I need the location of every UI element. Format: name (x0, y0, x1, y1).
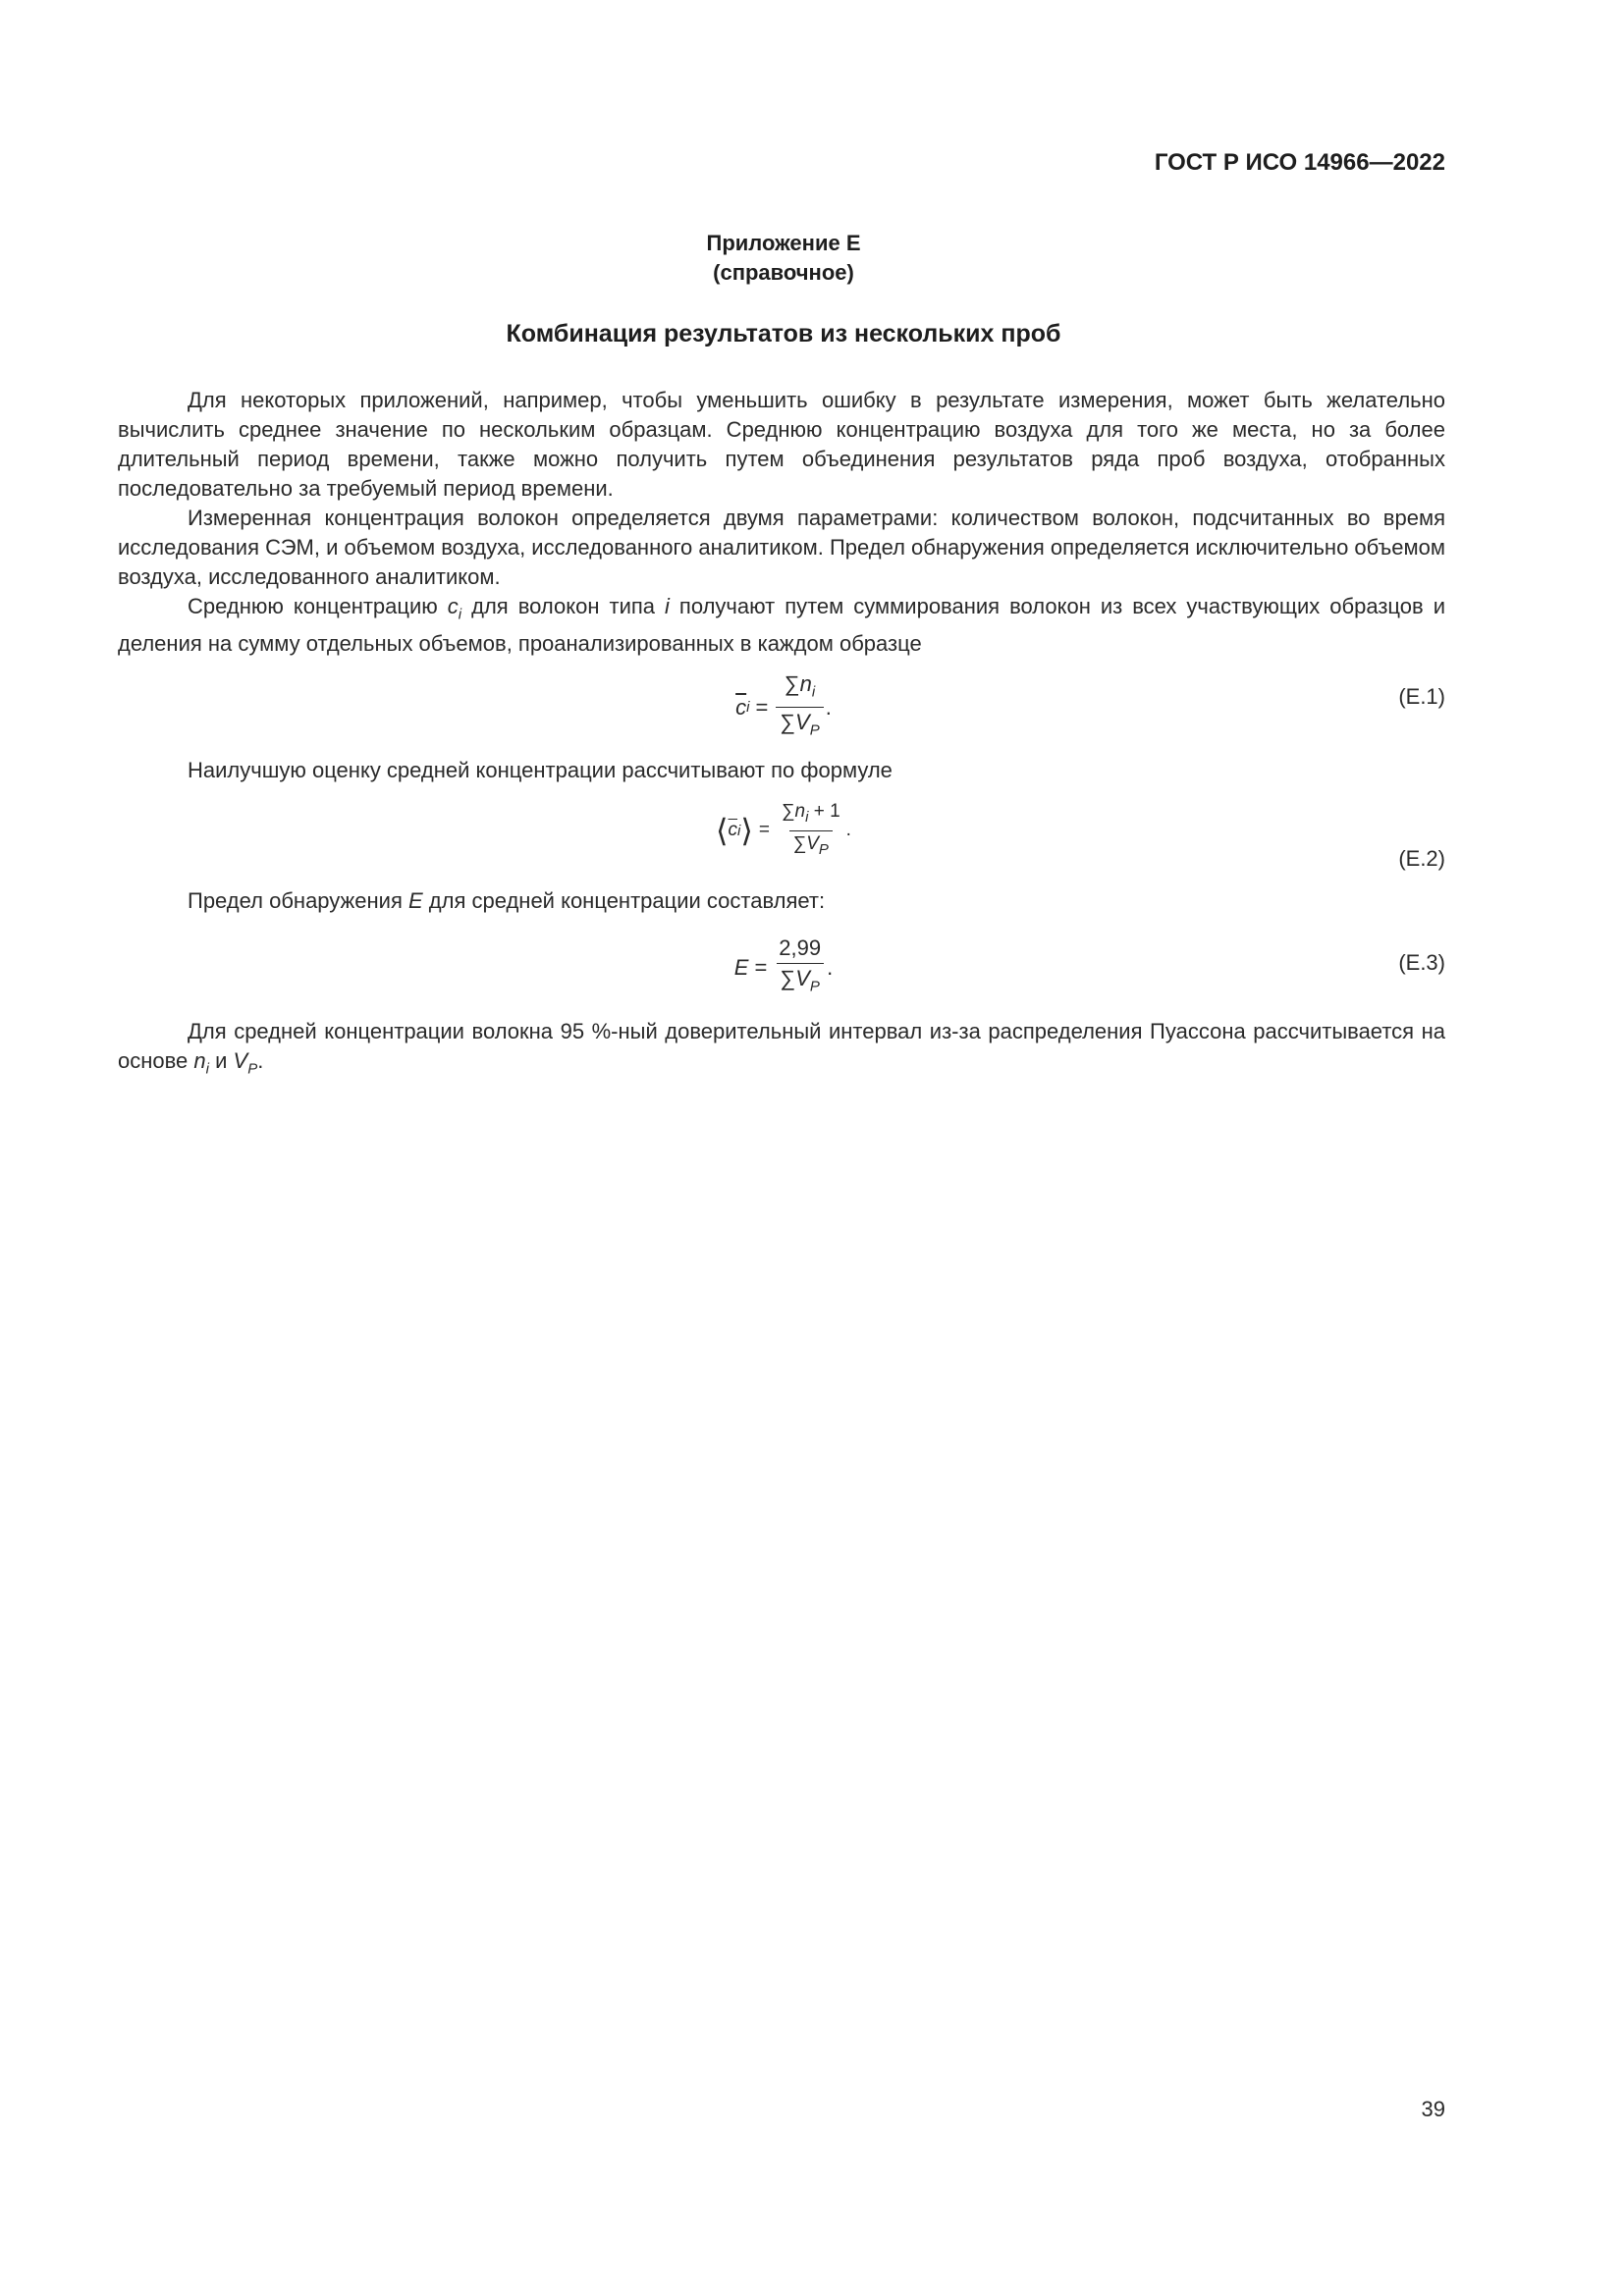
paragraph-1: Для некоторых приложений, например, чтобы уменьшить ошибку в результате измерения, может быть желательно вычислить среднее значение по нескольким образцам. Среднюю концентрацию воздуха для того же места, но за более длительный период времени, также можно получить путем объединения результатов ряда проб воздуха, отобранных последовательно за требуемый период времени. (118, 388, 1445, 501)
fraction-e1: $\frac{\sum n_i}{\sum V_P}$ (776, 671, 823, 744)
equation-number-e2: (Е.2) (1398, 846, 1445, 871)
paragraph-5: Предел обнаружения E для средней концентрации составляет: (188, 888, 826, 913)
paragraph-6: Для средней концентрации волокна 95 %-ный доверительный интервал из-за распределения Пуассона рассчитывается на основе $n_i$ и $V_P$. (118, 1019, 1445, 1078)
formula-e1: $\overline{c}$ i = $\frac{\sum n_i}{\sum V_P}$ . (0, 671, 1567, 744)
page-number: 39 (1421, 2097, 1445, 2121)
formula-e3: E = $\frac{2,99}{\sum V_P}$ . (0, 935, 1567, 999)
standard-header: ГОСТ Р ИСО 14966—2022 (1154, 149, 1445, 176)
annex-label: Приложение Е (706, 231, 861, 255)
intro-paragraphs (118, 386, 1445, 659)
paragraph-3: Среднюю концентрацию $c_i$ для волокон типа i получают путем суммирования волокон из всех участвующих образцов и деления на сумму отдельных объемов, проанализированных в каждом образце (118, 594, 1445, 657)
annex-status: (справочное) (713, 260, 854, 285)
fraction-e3: $\frac{2,99}{\sum V_P}$ (775, 935, 825, 999)
paragraph-4: Наилучшую оценку средней концентрации рассчитывают по формуле (188, 758, 893, 782)
fraction-e2: $\frac{\sum n_i + 1}{\sum V_P}$ (778, 801, 844, 861)
paragraph-2: Измеренная концентрация волокон определяется двумя параметрами: количеством волокон, подсчитанных во время исследования СЭМ, и объемом воздуха, исследованного аналитиком. Предел обнаружения определяется исключительно объемом воздуха, исследованного аналитиком. (118, 506, 1445, 589)
equation-number-e1: (Е.1) (1398, 684, 1445, 709)
formula-e2: ⟨ $\overline{c}$ i ⟩ = $\frac{\sum n_i + 1}{\sum V_P}$ . (0, 801, 1567, 861)
section-title: Комбинация результатов из нескольких проб (506, 320, 1061, 347)
equation-number-e3: (Е.3) (1398, 950, 1445, 975)
annex-heading (0, 229, 1567, 288)
